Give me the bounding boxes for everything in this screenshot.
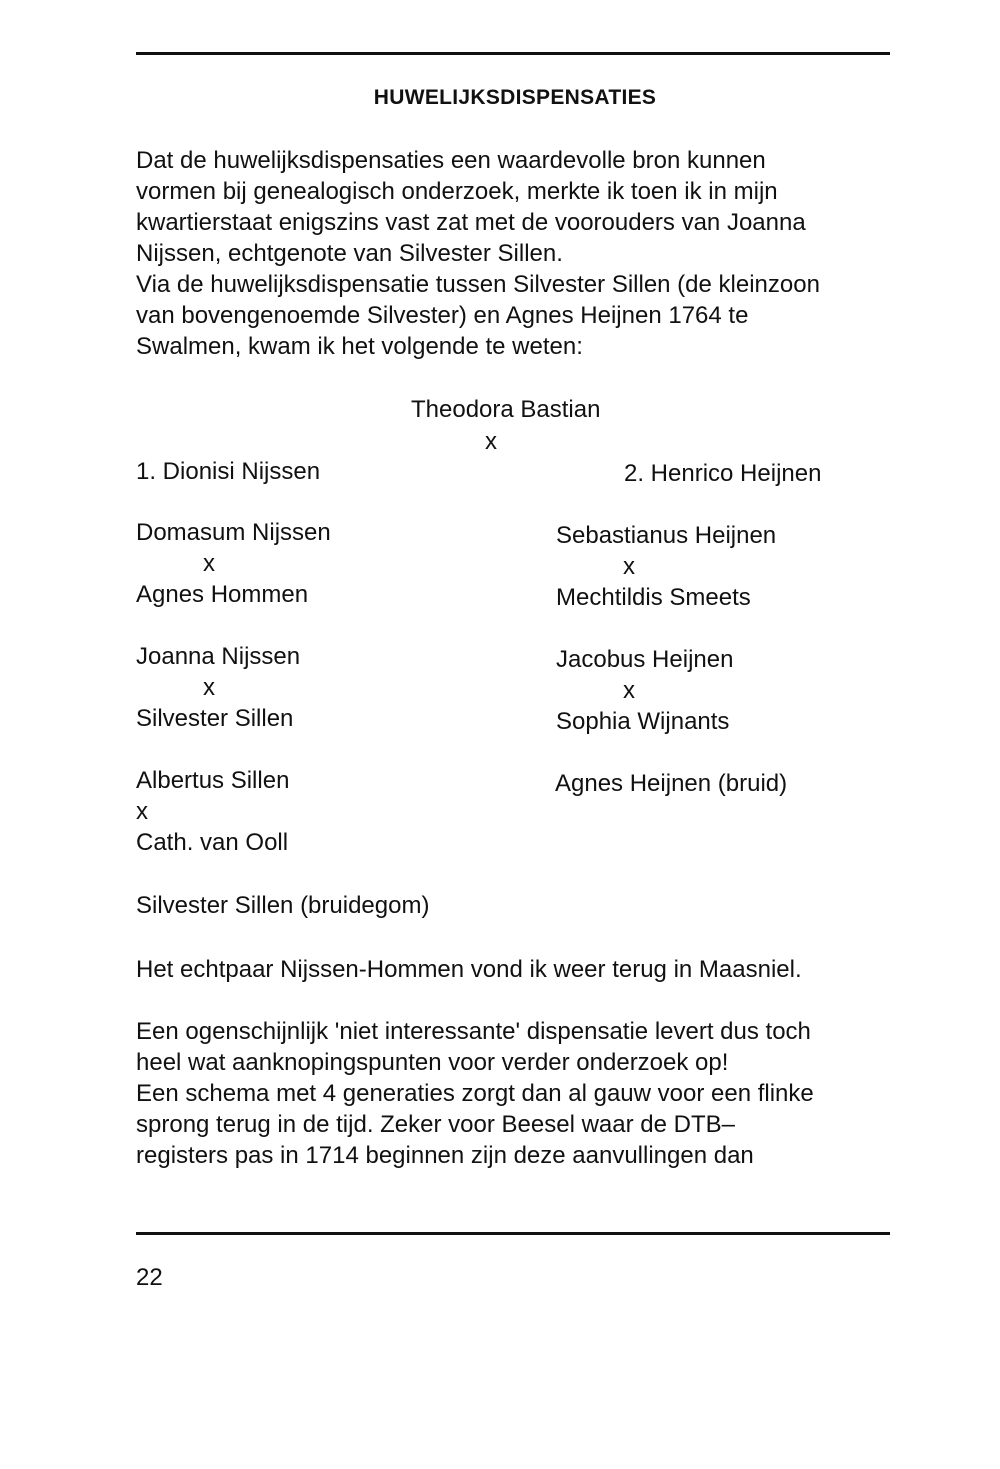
intro-line: vormen bij genealogisch onderzoek, merkte ik toen ik in mijn — [136, 178, 778, 205]
closing-line: Een schema met 4 generaties zorgt dan al gauw voor een flinke — [136, 1080, 814, 1107]
intro-line: Swalmen, kwam ik het volgende te weten: — [136, 333, 583, 360]
intro-line: Via de huwelijksdispensatie tussen Silvester Sillen (de kleinzoon — [136, 271, 820, 298]
page-title: HUWELIJKSDISPENSATIES — [373, 86, 657, 109]
top-rule — [136, 52, 890, 55]
intro-line: van bovengenoemde Silvester) en Agnes Heijnen 1764 te — [136, 302, 749, 329]
tree-left-gen2-b: Silvester Sillen — [136, 705, 294, 732]
tree-right-gen2-a: Jacobus Heijnen — [556, 646, 734, 673]
tree-left-gen1-b: Agnes Hommen — [136, 581, 309, 608]
tree-bride: Agnes Heijnen (bruid) — [555, 770, 788, 797]
tree-left-gen2-x: x — [203, 674, 215, 701]
closing-line: sprong terug in de tijd. Zeker voor Beesel waar de DTB– — [136, 1111, 735, 1138]
maasniel-paragraph: Het echtpaar Nijssen-Hommen vond ik weer terug in Maasniel. — [136, 956, 802, 983]
page-number: 22 — [136, 1264, 163, 1291]
tree-left-gen3-x: x — [136, 798, 148, 825]
tree-left-gen3-b: Cath. van Ooll — [136, 829, 289, 856]
tree-right-gen1-b: Mechtildis Smeets — [556, 584, 751, 611]
intro-line: Dat de huwelijksdispensaties een waardevolle bron kunnen — [136, 147, 766, 174]
tree-left-gen2-a: Joanna Nijssen — [136, 643, 301, 670]
tree-root-marriage-x: x — [485, 428, 497, 455]
tree-right-gen1-x: x — [623, 553, 635, 580]
bottom-rule — [136, 1232, 890, 1235]
intro-line: kwartierstaat enigszins vast zat met de voorouders van Joanna — [136, 209, 806, 236]
tree-right-gen2-b: Sophia Wijnants — [556, 708, 730, 735]
tree-left-gen3-a: Albertus Sillen — [136, 767, 290, 794]
tree-right-spouse: 2. Henrico Heijnen — [624, 460, 822, 487]
tree-left-spouse: 1. Dionisi Nijssen — [136, 458, 321, 485]
intro-paragraph — [136, 145, 896, 362]
closing-line: heel wat aanknopingspunten voor verder onderzoek op! — [136, 1049, 729, 1076]
tree-left-gen1-x: x — [203, 550, 215, 577]
tree-right-gen2-x: x — [623, 677, 635, 704]
closing-line: Een ogenschijnlijk 'niet interessante' dispensatie levert dus toch — [136, 1018, 811, 1045]
closing-paragraph — [136, 1016, 896, 1171]
tree-right-gen1-a: Sebastianus Heijnen — [556, 522, 777, 549]
tree-groom: Silvester Sillen (bruidegom) — [136, 892, 430, 919]
intro-line: Nijssen, echtgenote van Silvester Sillen. — [136, 240, 563, 267]
tree-root-name: Theodora Bastian — [411, 396, 601, 423]
closing-line: registers pas in 1714 beginnen zijn deze aanvullingen dan — [136, 1142, 754, 1169]
tree-left-gen1-a: Domasum Nijssen — [136, 519, 331, 546]
